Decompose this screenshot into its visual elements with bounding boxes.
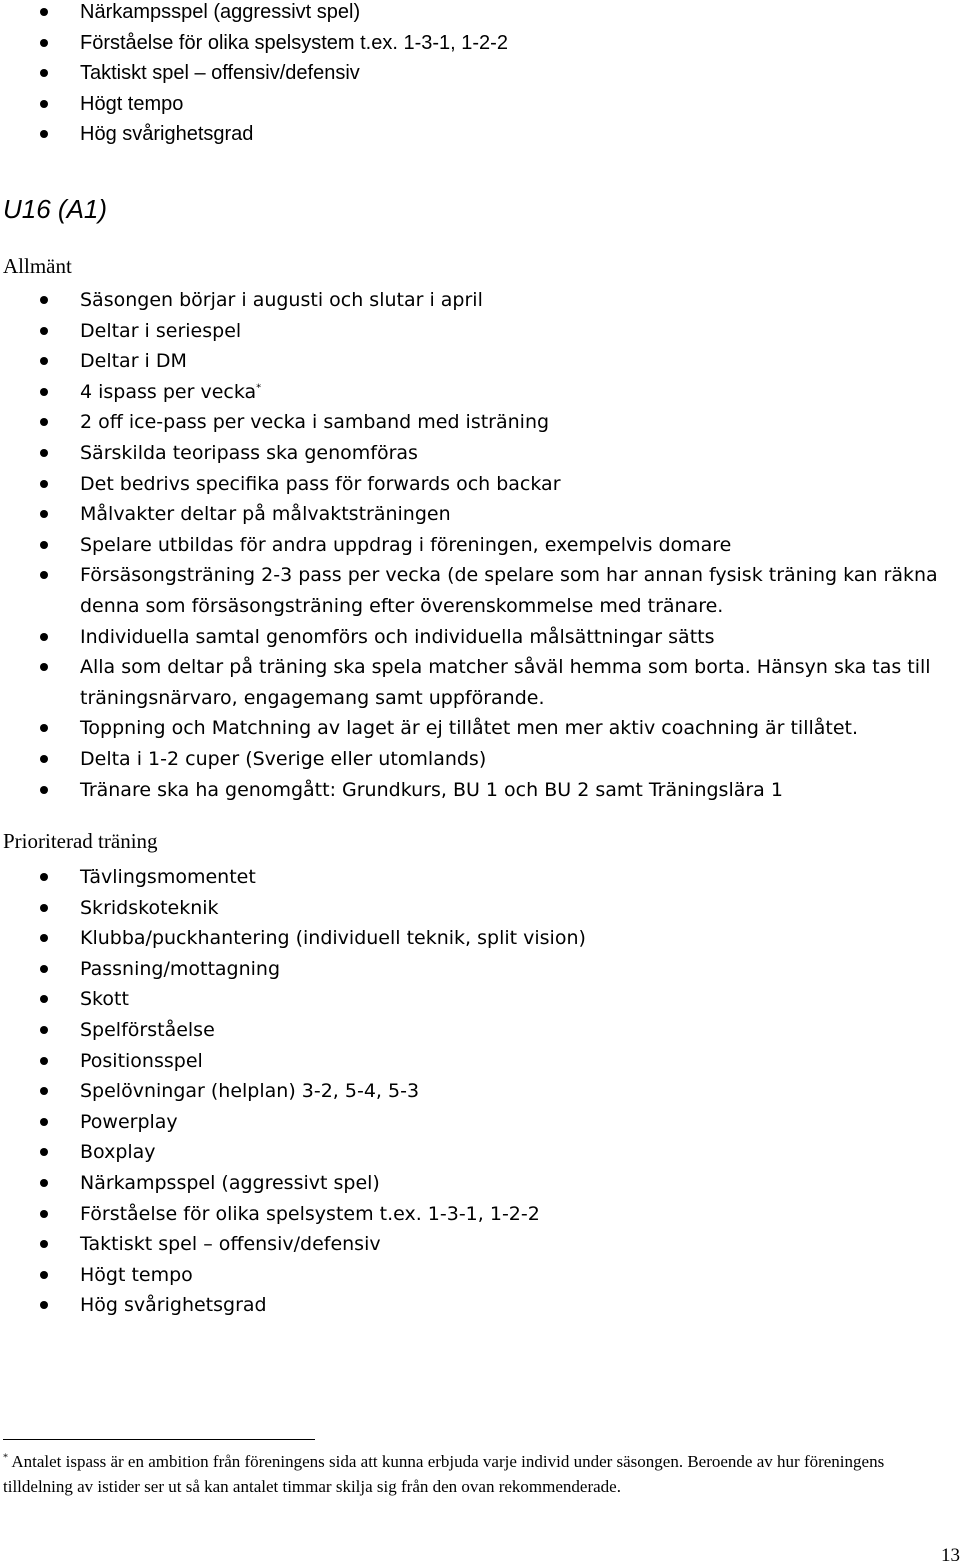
bullet-icon <box>40 418 48 426</box>
allmant-heading: Allmänt <box>3 254 72 278</box>
bullet-icon <box>40 541 48 549</box>
list-item: Tävlingsmomentet <box>0 862 960 893</box>
list-item: Skridskoteknik <box>0 893 960 924</box>
list-item: Tränare ska ha genomgått: Grundkurs, BU 1 och BU 2 samt Träningslära 1 <box>0 775 960 806</box>
list-item: Det bedrivs specifika pass för forwards och backar <box>0 469 960 500</box>
list-item: Hög svårighetsgrad <box>0 119 960 150</box>
list-item: Powerplay <box>0 1107 960 1138</box>
bullet-icon <box>40 873 48 881</box>
list-item: Försäsongsträning 2-3 pass per vecka (de spelare som har annan fysisk träning kan räkna denna som försäsongsträning efter överenskommelse med tränare. <box>0 560 960 621</box>
section-title: U16 (A1) <box>3 194 108 224</box>
bullet-icon <box>40 965 48 973</box>
bullet-icon <box>40 8 48 16</box>
list-item: Säsongen börjar i augusti och slutar i april <box>0 285 960 316</box>
list-item: Deltar i seriespel <box>0 316 960 347</box>
bullet-icon <box>40 1026 48 1034</box>
bullet-icon <box>40 510 48 518</box>
footnote-reference[interactable]: * <box>256 382 262 394</box>
bullet-icon <box>40 571 48 579</box>
list-item: Boxplay <box>0 1137 960 1168</box>
footnote-marker: * <box>3 1452 8 1464</box>
bullet-icon <box>40 130 48 138</box>
list-item: Närkampsspel (aggressivt spel) <box>0 0 960 28</box>
list-item: Spelare utbildas för andra uppdrag i föreningen, exempelvis domare <box>0 530 960 561</box>
bullet-icon <box>40 786 48 794</box>
list-item: Taktiskt spel – offensiv/defensiv <box>0 1229 960 1260</box>
list-item: Deltar i DM <box>0 346 960 377</box>
bullet-icon <box>40 100 48 108</box>
bullet-icon <box>40 1148 48 1156</box>
bullet-icon <box>40 1179 48 1187</box>
list-item: Klubba/puckhantering (individuell teknik, split vision) <box>0 923 960 954</box>
list-item: Skott <box>0 984 960 1015</box>
footnote-divider <box>3 1439 315 1440</box>
bullet-icon <box>40 724 48 732</box>
bullet-icon <box>40 69 48 77</box>
prioriterad-list <box>0 862 960 1321</box>
list-item: Högt tempo <box>0 1260 960 1291</box>
list-item: 4 ispass per vecka* <box>0 377 960 408</box>
bullet-icon <box>40 904 48 912</box>
list-item: 2 off ice-pass per vecka i samband med isträning <box>0 407 960 438</box>
bullet-icon <box>40 1087 48 1095</box>
bullet-icon <box>40 1301 48 1309</box>
bullet-icon <box>40 1240 48 1248</box>
bullet-icon <box>40 663 48 671</box>
bullet-icon <box>40 633 48 641</box>
bullet-icon <box>40 449 48 457</box>
footnote-text: Antalet ispass är en ambition från föreningens sida att kunna erbjuda varje individ under säsongen. Beroende av hur föreningens tilldelning av istider ser ut så kan antalet timmar skilja sig från den ovan rekommenderade. <box>3 1452 885 1496</box>
list-item: Särskilda teoripass ska genomföras <box>0 438 960 469</box>
list-item: Passning/mottagning <box>0 954 960 985</box>
bullet-icon <box>40 39 48 47</box>
footnote <box>3 1449 923 1499</box>
list-item: Förståelse för olika spelsystem t.ex. 1-3-1, 1-2-2 <box>0 1199 960 1230</box>
bullet-icon <box>40 1057 48 1065</box>
allmant-list <box>0 285 960 805</box>
bullet-icon <box>40 327 48 335</box>
bullet-icon <box>40 1118 48 1126</box>
bullet-icon <box>40 357 48 365</box>
list-item: Spelförståelse <box>0 1015 960 1046</box>
bullet-icon <box>40 1271 48 1279</box>
bullet-icon <box>40 995 48 1003</box>
bullet-icon <box>40 480 48 488</box>
list-item: Taktiskt spel – offensiv/defensiv <box>0 58 960 89</box>
list-item: Förståelse för olika spelsystem t.ex. 1-3-1, 1-2-2 <box>0 28 960 59</box>
list-item: Individuella samtal genomförs och individuella målsättningar sätts <box>0 622 960 653</box>
list-item: Spelövningar (helplan) 3-2, 5-4, 5-3 <box>0 1076 960 1107</box>
bullet-icon <box>40 296 48 304</box>
list-item: Närkampsspel (aggressivt spel) <box>0 1168 960 1199</box>
top-bullet-list <box>0 0 960 150</box>
bullet-icon <box>40 1210 48 1218</box>
list-item: Delta i 1-2 cuper (Sverige eller utomlands) <box>0 744 960 775</box>
bullet-icon <box>40 755 48 763</box>
bullet-icon <box>40 934 48 942</box>
list-item: Toppning och Matchning av laget är ej tillåtet men mer aktiv coachning är tillåtet. <box>0 713 960 744</box>
list-item: Alla som deltar på träning ska spela matcher såväl hemma som borta. Hänsyn ska tas till träningsnärvaro, engagemang samt uppförande. <box>0 652 960 713</box>
list-item: Hög svårighetsgrad <box>0 1290 960 1321</box>
list-item: Högt tempo <box>0 89 960 120</box>
list-item: Positionsspel <box>0 1046 960 1077</box>
prioriterad-heading: Prioriterad träning <box>3 829 158 853</box>
page-number: 13 <box>941 1545 960 1566</box>
bullet-icon <box>40 388 48 396</box>
list-item: Målvakter deltar på målvaktsträningen <box>0 499 960 530</box>
